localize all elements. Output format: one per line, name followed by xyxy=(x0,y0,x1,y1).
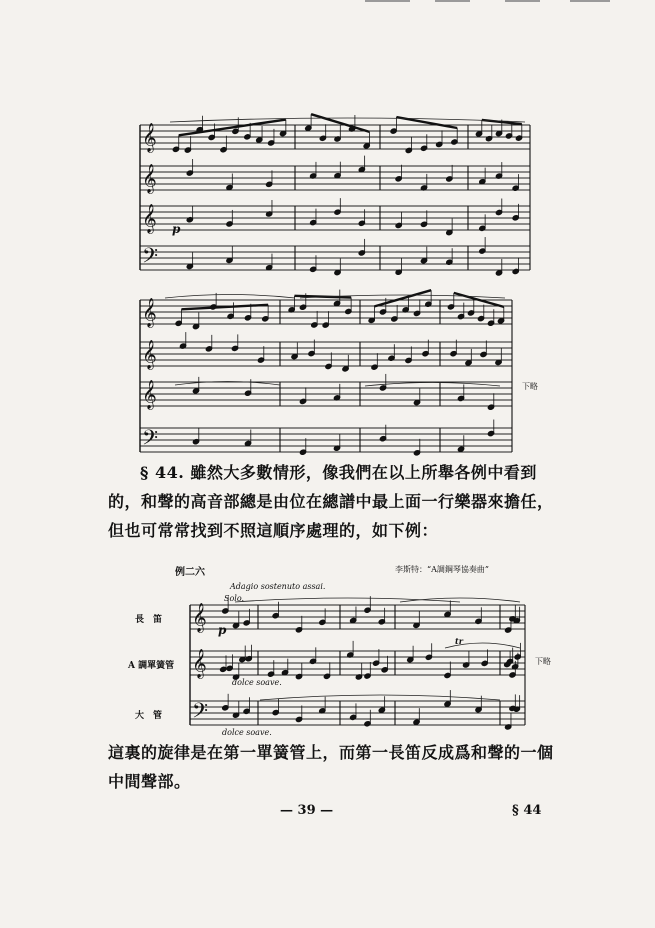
trill-marking: tr xyxy=(455,636,463,646)
example-credit: 李斯特：“A調鋼琴協奏曲” xyxy=(395,565,489,574)
clef-icon: 𝄞 xyxy=(142,203,157,233)
clef-icon: 𝄞 xyxy=(142,297,157,327)
clef-icon: 𝄞 xyxy=(142,163,157,193)
dolce-marking-clarinet: dolce soave. xyxy=(232,678,282,687)
tempo-marking: Adagio sostenuto assai. xyxy=(230,582,326,591)
section-paragraph xyxy=(108,458,558,545)
staff xyxy=(140,300,512,324)
clef-icon: 𝄞 xyxy=(142,379,157,409)
dynamic-marking: p xyxy=(218,623,227,637)
note-beam xyxy=(179,120,286,136)
staff xyxy=(190,651,525,675)
footer-section-ref: § 44 xyxy=(512,803,542,818)
continuation-mark-example: 下略 xyxy=(535,657,551,666)
clef-icon: 𝄞 xyxy=(142,339,157,369)
staff xyxy=(140,206,530,230)
slur xyxy=(170,118,525,122)
clef-icon: 𝄞 xyxy=(192,648,207,678)
note-beam xyxy=(374,290,431,306)
staff xyxy=(190,701,525,725)
upper-dynamic-marking: p xyxy=(172,222,181,236)
page-number: — 39 — xyxy=(280,803,334,818)
slur xyxy=(260,695,500,700)
dolce-marking-bassoon: dolce soave. xyxy=(222,728,272,737)
staff xyxy=(190,605,525,629)
instrument-label-flute: 長 笛 xyxy=(135,615,163,625)
staff xyxy=(140,382,512,406)
continuation-mark-upper: 下略 xyxy=(522,382,538,391)
section-ref: § 44. xyxy=(140,463,185,482)
clef-icon: 𝄢 xyxy=(142,425,159,455)
slur xyxy=(400,598,520,602)
staff xyxy=(140,246,530,270)
solo-marking: Solo. xyxy=(224,594,245,603)
closing-paragraph: 這裏的旋律是在第一單簧管上，而第一長笛反成爲和聲的一個中間聲部。 xyxy=(108,743,554,791)
slur xyxy=(235,598,460,602)
slur xyxy=(165,295,295,299)
clef-icon: 𝄞 xyxy=(192,602,207,632)
instrument-label-bassoon: 大 管 xyxy=(135,711,163,721)
instrument-label-clarinet: A 調單簧管 xyxy=(128,661,175,671)
clef-icon: 𝄢 xyxy=(192,698,209,728)
clef-icon: 𝄞 xyxy=(142,122,157,152)
example-label: 例二六 xyxy=(175,567,205,578)
note-beam xyxy=(181,305,268,310)
clef-icon: 𝄢 xyxy=(142,243,159,273)
paragraph-text: 雖然大多數情形，像我們在以上所舉各例中看到的，和聲的高音部總是由位在總譜中最上面一行樂器來擔任，但也可常常找到不照這順序處理的，如下例： xyxy=(108,463,554,540)
